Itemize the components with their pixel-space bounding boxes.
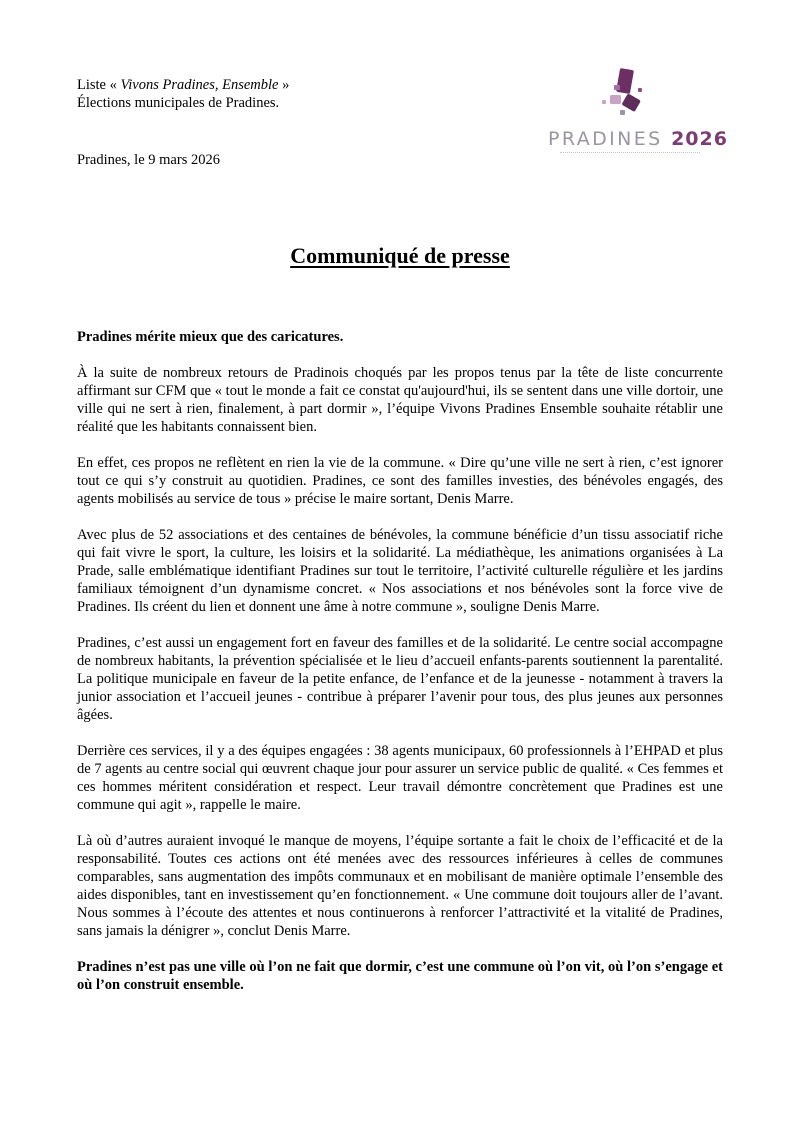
body-paragraph: Là où d’autres auraient invoqué le manque de moyens, l’équipe sortante a fait le choix de l’efficacité et de la responsabilité. Toutes ces actions ont été menées avec des ressources inférieures à celles de communes comparables, sans augmentation des impôts communaux et en mobilisant de manière optimale l’ensemble des aides disponibles, tant en investissement qu’en fonctionnement. « Une commune doit toujours aller de l’avant. Nous sommes à l’écoute des attentes et nous continuerons à renforcer l’attractivité et la vitalité de Pradines, sans jamais la dénigrer », conclut Denis Marre. bbox=[77, 833, 723, 939]
logo-tagline-decoration bbox=[560, 152, 700, 157]
list-prefix: Liste « bbox=[77, 77, 121, 93]
header-block bbox=[77, 76, 289, 112]
body-paragraph: Pradines, c’est aussi un engagement fort en faveur des familles et de la solidarité. Le centre social accompagne de nombreux habitants, la prévention spécialisée et le lieu d’accueil enfants-parents soutiennent la parentalité. La politique municipale en faveur de la petite enfance, de l’enfance et de la jeunesse - notamment à travers la junior association et l’accueil jeunes - contribue à préparer l’avenir pour tous, des plus jeunes aux personnes âgées. bbox=[77, 635, 723, 723]
logo-year: 2026 bbox=[671, 128, 728, 150]
logo-name: PRADINES bbox=[548, 128, 663, 150]
body-heading: Pradines mérite mieux que des caricatures. bbox=[77, 329, 344, 345]
list-suffix: » bbox=[278, 77, 290, 93]
body-paragraph: En effet, ces propos ne reflètent en rien la vie de la commune. « Dire qu’une ville ne sert à rien, c’est ignorer tout ce qui s’y construit au quotidien. Pradines, ce sont des familles investies, des bénévoles engagés, des agents mobilisés au service de tous » précise le maire sortant, Denis Marre. bbox=[77, 455, 723, 507]
pradines-2026-logo bbox=[548, 66, 728, 158]
body-closing: Pradines n’est pas une ville où l’on ne fait que dormir, c’est une commune où l’on vit, où l’on s’engage et où l’on construit ensemble. bbox=[77, 959, 723, 993]
page-title: Communiqué de presse bbox=[290, 243, 510, 268]
logo-wordmark bbox=[548, 128, 728, 150]
body-paragraph: Derrière ces services, il y a des équipes engagées : 38 agents municipaux, 60 professionnels à l’EHPAD et plus de 7 agents au centre social qui œuvrent chaque jour pour assurer un service public de qualité. « Ces femmes et ces hommes méritent considération et respect. Leur travail démontre concrètement que Pradines est une commune qui agit », rappelle le maire. bbox=[77, 743, 723, 813]
body-paragraph: Avec plus de 52 associations et des centaines de bénévoles, la commune bénéficie d’un tissu associatif riche qui fait vivre le sport, la culture, les loisirs et la solidarité. La médiathèque, les animations organisées à La Prade, salle emblématique identifiant Pradines sur tout le territoire, l’activité culturelle régulière et les jardins familiaux témoignent d’un dynamisme concret. « Nos associations et nos bénévoles sont la force vive de Pradines. Ils créent du lien et donnent une âme à notre commune », souligne Denis Marre. bbox=[77, 527, 723, 615]
logo-mark-icon bbox=[594, 66, 654, 124]
list-name: Vivons Pradines, Ensemble bbox=[120, 77, 279, 93]
press-release-body bbox=[77, 328, 723, 1012]
list-line bbox=[77, 76, 289, 94]
date-line: Pradines, le 9 mars 2026 bbox=[77, 152, 220, 168]
election-line: Élections municipales de Pradines. bbox=[77, 95, 280, 111]
body-paragraph: À la suite de nombreux retours de Pradinois choqués par les propos tenus par la tête de liste concurrente affirmant sur CFM que « tout le monde a fait ce constat qu'aujourd'hui, ils se sentent dans une ville dortoir, une ville qui ne sert à rien, finalement, à part dormir », l’équipe Vivons Pradines Ensemble souhaite rétablir une réalité que les habitants connaissent bien. bbox=[77, 365, 723, 435]
